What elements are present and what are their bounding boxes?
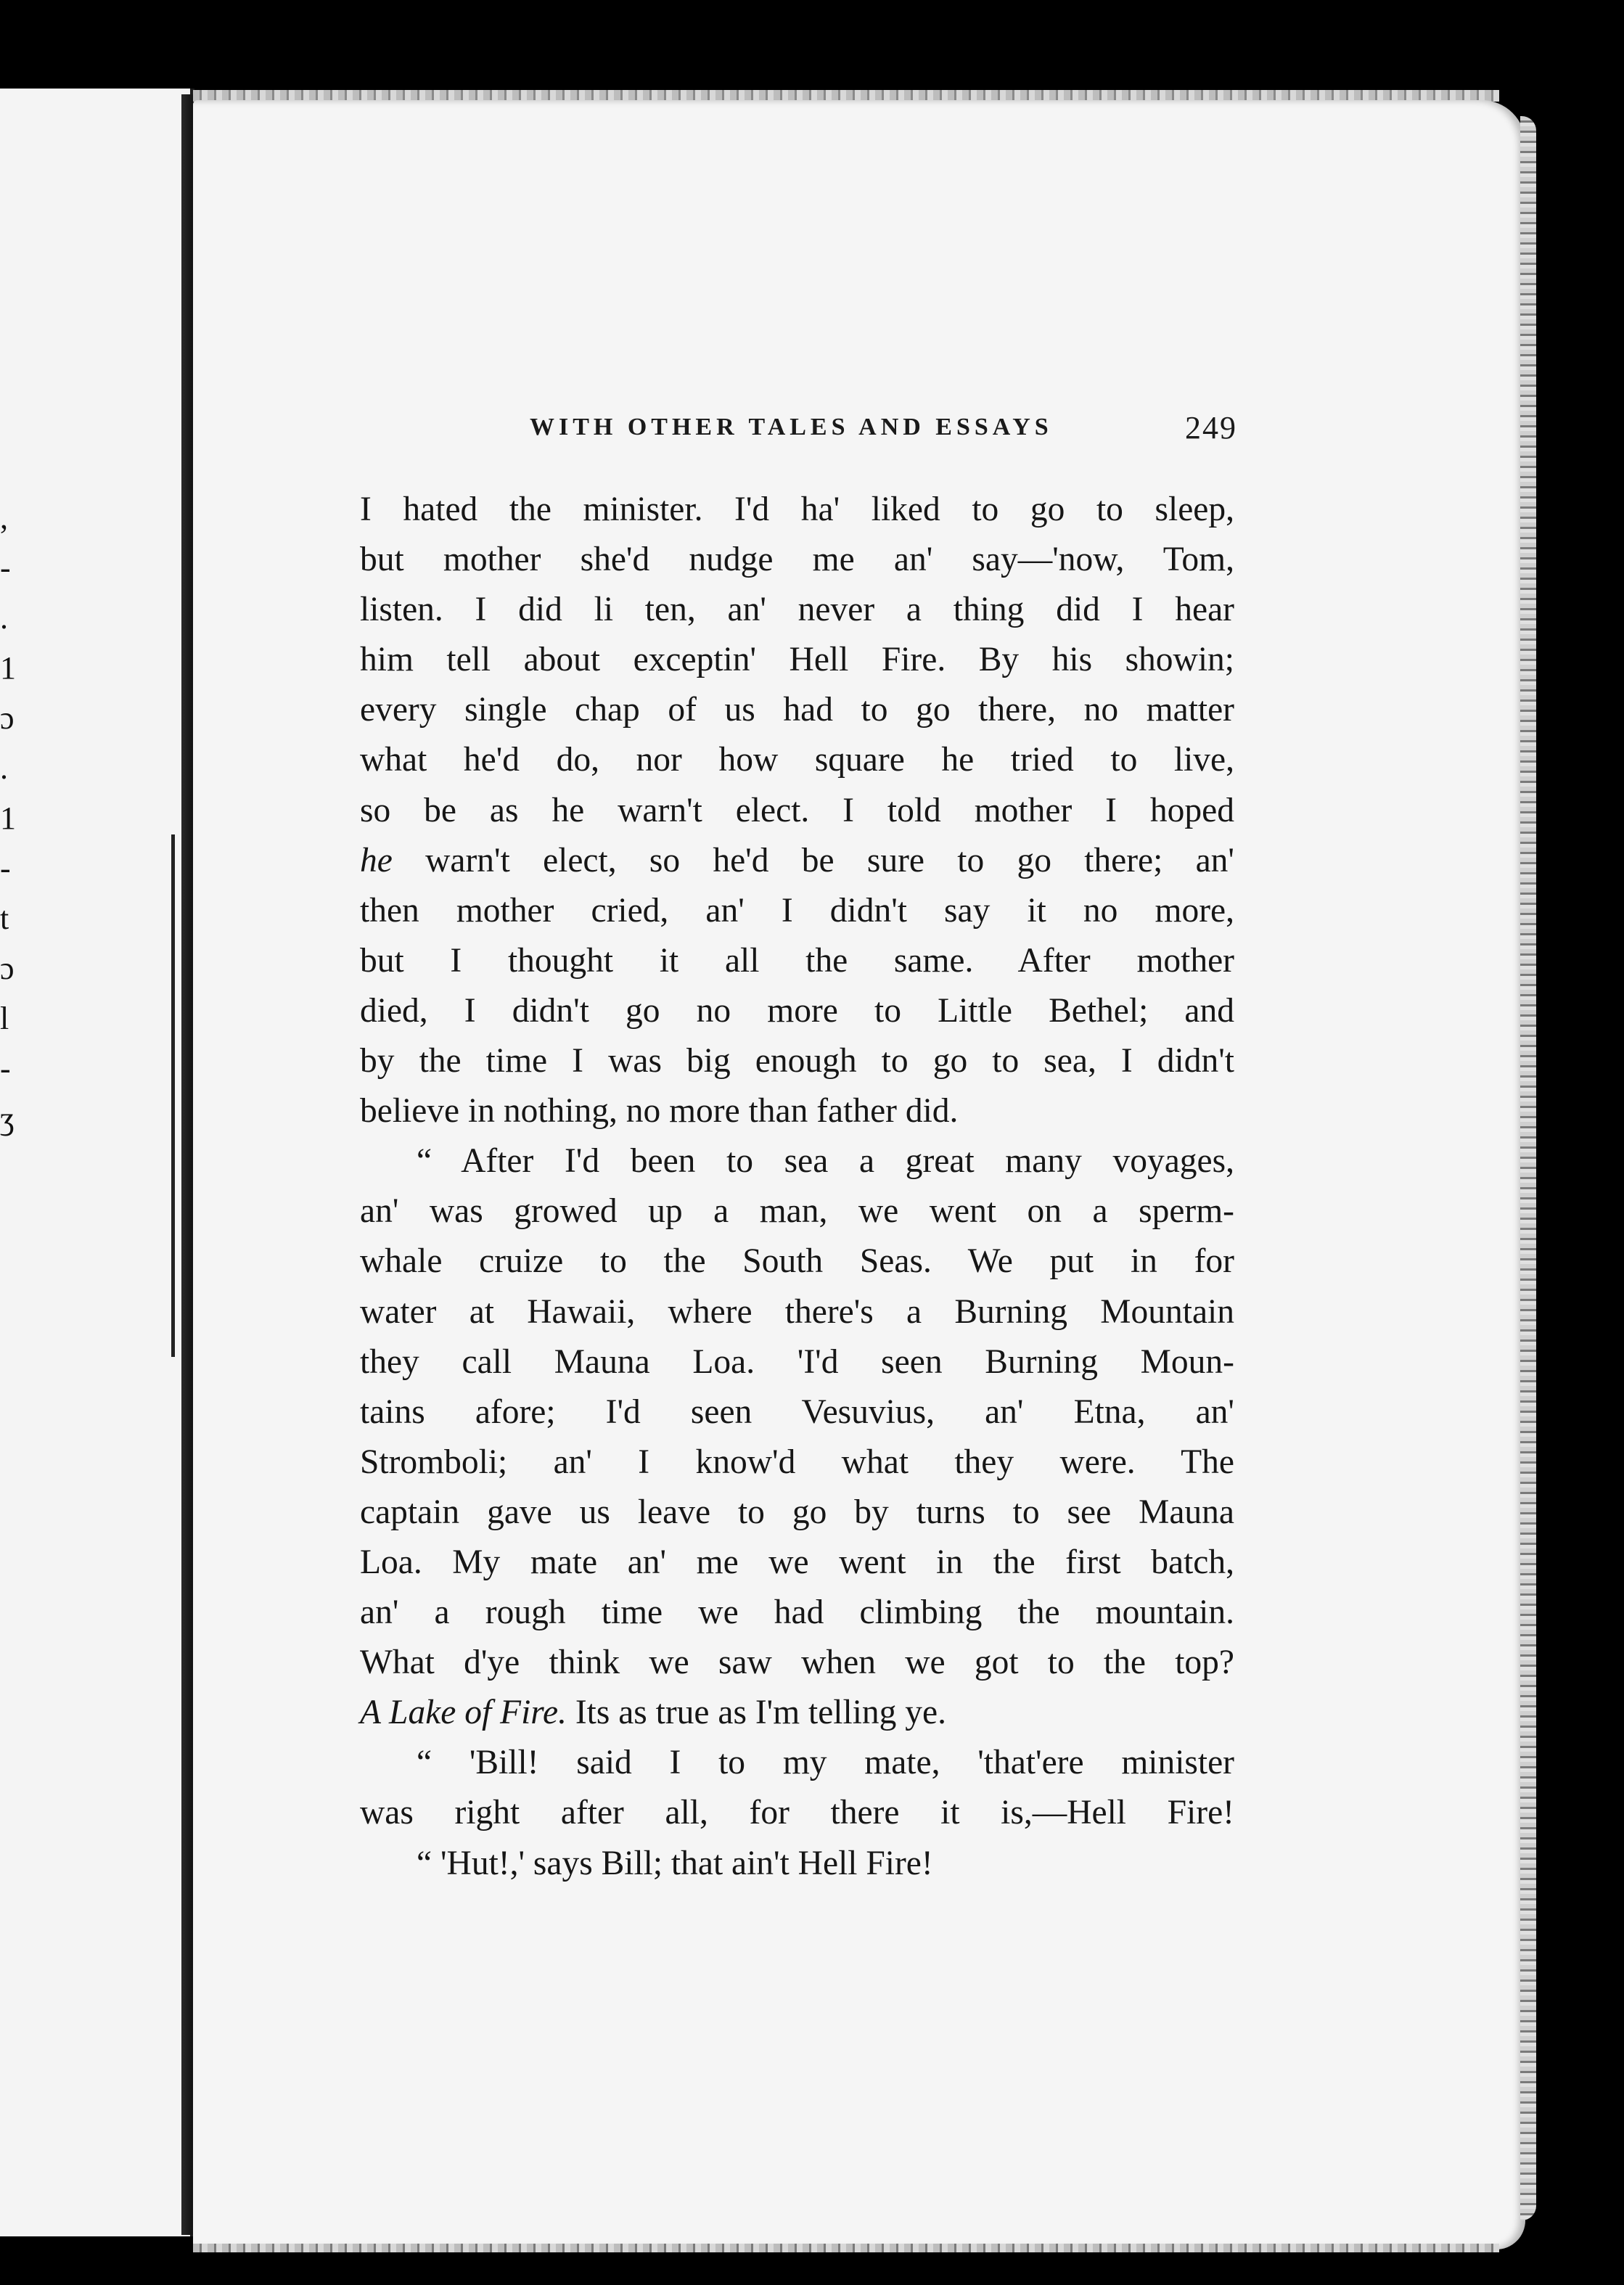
facing-page-char: 1 xyxy=(0,650,16,686)
text-line xyxy=(360,1186,1234,1236)
text-line xyxy=(360,1236,1234,1287)
text-line xyxy=(360,535,1234,585)
line-text: by the time I was big enough to go to sea, I didn't xyxy=(360,1042,1234,1080)
facing-page-char: ɔ xyxy=(0,951,15,986)
line-text: captain gave us leave to go by turns to see Mauna xyxy=(360,1493,1234,1531)
text-line xyxy=(360,485,1234,535)
line-text: water at Hawaii, where there's a Burning Mountain xyxy=(360,1292,1234,1331)
text-line xyxy=(360,836,1234,886)
line-text: so be as he warn't elect. I told mother I hoped xyxy=(360,791,1234,829)
text-line xyxy=(360,1036,1234,1086)
left-page xyxy=(0,89,194,2236)
line-text: Its as true as I'm telling ye. xyxy=(566,1694,946,1732)
text-line xyxy=(360,635,1234,685)
text-line xyxy=(360,585,1234,635)
line-text: him tell about exceptin' Hell Fire. By his showin; xyxy=(360,641,1234,679)
line-text: Loa. My mate an' me we went in the first batch, xyxy=(360,1543,1234,1581)
running-head-title: WITH OTHER TALES AND ESSAYS xyxy=(530,414,1053,440)
line-text: whale cruize to the South Seas. We put in for xyxy=(360,1242,1234,1281)
line-text: an' was growed up a man, we went on a sperm- xyxy=(360,1192,1234,1231)
facing-page-char: l xyxy=(0,1001,9,1036)
text-line xyxy=(360,786,1234,836)
text-line xyxy=(360,1738,1234,1788)
line-text: every single chap of us had to go there, no matter xyxy=(360,691,1234,729)
line-text: what he'd do, nor how square he tried to live, xyxy=(360,741,1234,779)
line-text: I hated the minister. I'd ha' liked to go to sleep, xyxy=(360,491,1234,528)
text-line xyxy=(360,1387,1234,1437)
line-text: but I thought it all the same. After mother xyxy=(360,941,1234,980)
line-text: warn't elect, so he'd be sure to go there; an' xyxy=(392,841,1234,879)
line-text: died, I didn't go no more to Little Bethel; and xyxy=(360,991,1234,1030)
text-line xyxy=(360,1688,1234,1738)
page-number: 249 xyxy=(1185,410,1237,446)
line-text: “ 'Bill! said I to my mate, 'that'ere minister xyxy=(417,1744,1234,1782)
facing-page-char: - xyxy=(0,1051,11,1086)
line-text: they call Mauna Loa. 'I'd seen Burning Moun- xyxy=(360,1342,1234,1381)
line-text: was right after all, for there it is,—Hell Fire! xyxy=(360,1794,1234,1832)
line-text: What d'ye think we saw when we got to the top? xyxy=(360,1644,1234,1682)
facing-page-char: ʒ xyxy=(0,1101,15,1136)
text-line xyxy=(360,685,1234,735)
line-text: believe in nothing, no more than father did. xyxy=(360,1092,959,1131)
text-line xyxy=(360,1437,1234,1488)
line-text: but mother she'd nudge me an' say—'now, Tom, xyxy=(360,541,1234,579)
facing-page-char: - xyxy=(0,850,11,886)
line-text: “ 'Hut!,' says Bill; that ain't Hell Fire! xyxy=(417,1844,933,1882)
text-line xyxy=(360,1086,1234,1136)
line-text: “ After I'd been to sea a great many voyages, xyxy=(417,1142,1234,1181)
line-text: tains afore; I'd seen Vesuvius, an' Etna, an' xyxy=(360,1392,1234,1431)
line-text: listen. I did li ten, an' never a thing did I hear xyxy=(360,591,1234,629)
text-line xyxy=(360,986,1234,1036)
italic-text: he xyxy=(360,841,393,879)
page-stack-edge xyxy=(1520,116,1536,2220)
text-line xyxy=(360,886,1234,936)
page-bottom-edge xyxy=(193,2244,1499,2252)
text-line xyxy=(360,1136,1234,1186)
line-text: Stromboli; an' I know'd what they were. The xyxy=(360,1443,1234,1481)
line-text: then mother cried, an' I didn't say it no more, xyxy=(360,891,1234,930)
facing-page-char: t xyxy=(0,901,9,936)
text-line xyxy=(360,1538,1234,1588)
facing-page-char: . xyxy=(0,600,8,636)
facing-page-char: . xyxy=(0,750,8,786)
text-line xyxy=(360,1287,1234,1337)
body-text xyxy=(360,485,1234,1889)
facing-page-char: - xyxy=(0,550,11,586)
facing-page-char: , xyxy=(0,500,8,536)
line-text: an' a rough time we had climbing the mountain. xyxy=(360,1593,1234,1632)
text-line xyxy=(360,1588,1234,1638)
text-line xyxy=(360,1488,1234,1538)
text-line xyxy=(360,936,1234,986)
left-page-rule xyxy=(171,834,175,1357)
italic-text: A Lake of Fire. xyxy=(360,1694,567,1732)
text-line xyxy=(360,1788,1234,1838)
text-line xyxy=(360,1337,1234,1387)
facing-page-char: ɔ xyxy=(0,700,15,736)
running-head xyxy=(530,410,1237,450)
text-line xyxy=(360,1638,1234,1688)
facing-page-char: 1 xyxy=(0,800,16,836)
text-line xyxy=(360,1839,1234,1889)
text-line xyxy=(360,735,1234,785)
